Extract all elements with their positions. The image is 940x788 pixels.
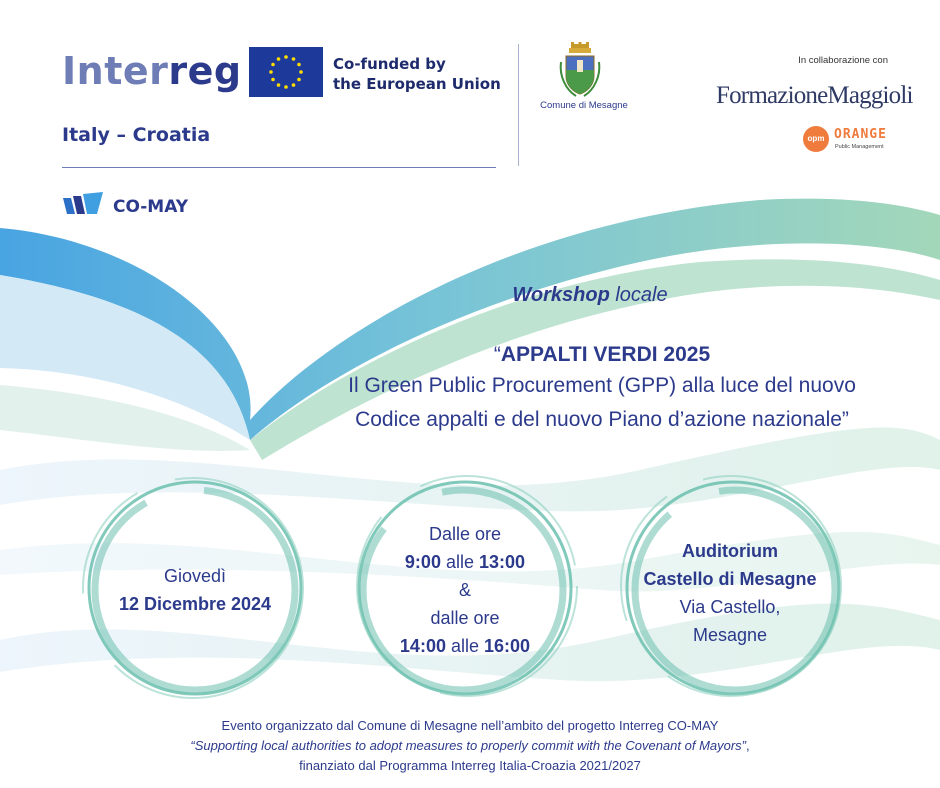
footer-project-quote: “Supporting local authorities to adopt measures to properly commit with the Covenant of Mayors”	[190, 738, 747, 753]
eu-cofunded-text	[333, 54, 501, 94]
event-weekday: Giovedì	[163, 566, 227, 586]
eu-line-1: Co-funded by	[333, 55, 446, 73]
eu-star-icon	[271, 63, 275, 67]
opm-badge: opm	[803, 126, 829, 152]
footer-line-1: Evento organizzato dal Comune di Mesagne nell’ambito del progetto Interreg CO-MAY	[221, 718, 719, 733]
eu-star-icon	[269, 70, 273, 74]
interreg-logo-part1: Inter	[62, 49, 169, 93]
eu-star-icon	[277, 83, 281, 87]
eu-star-icon	[299, 70, 303, 74]
date-block	[95, 562, 295, 618]
interreg-logo-part2: reg	[168, 49, 242, 93]
footer-line-2	[120, 738, 820, 753]
eu-star-icon	[292, 57, 296, 61]
venue-block	[620, 537, 840, 649]
event-date: 12 Dicembre 2024	[118, 594, 272, 614]
project-name: CO-MAY	[113, 197, 189, 217]
time-start-1: 9:00	[404, 552, 441, 572]
eu-star-icon	[297, 63, 301, 67]
event-subtitle-line-2: Codice appalti e del nuovo Piano d’azione nazionale”	[355, 408, 849, 431]
interreg-logo	[62, 49, 242, 93]
comay-logo-icon	[63, 192, 103, 216]
eu-star-icon	[277, 57, 281, 61]
time-line-2: dalle ore	[430, 608, 500, 628]
header-divider	[62, 167, 496, 168]
program-region: Italy – Croatia	[62, 124, 211, 146]
title-main: APPALTI VERDI 2025	[500, 343, 711, 366]
venue-name-1: Auditorium	[682, 541, 778, 561]
time-end-2: 16:00	[484, 636, 531, 656]
venue-name-2: Castello di Mesagne	[643, 569, 817, 589]
eu-line-2: the European Union	[333, 75, 501, 93]
title-quote-open: “	[493, 343, 501, 366]
time-block	[365, 520, 565, 660]
eu-star-icon	[297, 78, 301, 82]
venue-street: Via Castello,	[679, 597, 781, 617]
time-start-2: 14:00	[399, 636, 446, 656]
eu-star-icon	[284, 85, 288, 89]
time-mid-1: alle	[445, 552, 474, 572]
time-ampersand: &	[458, 580, 471, 600]
footer-line-3: finanziato dal Programma Interreg Italia-Croazia 2021/2027	[299, 758, 641, 773]
event-type-bold: Workshop	[512, 284, 610, 306]
event-type-rest: locale	[615, 284, 668, 306]
event-title	[300, 343, 904, 367]
eu-star-icon	[292, 83, 296, 87]
event-subtitle-line-1: Il Green Public Procurement (GPP) alla luce del nuovo	[348, 374, 856, 397]
eu-flag-icon	[249, 47, 323, 97]
eu-star-icon	[271, 78, 275, 82]
time-line-1: Dalle ore	[428, 524, 502, 544]
event-type	[420, 284, 760, 307]
orange-logo-subtitle: Public Management	[835, 144, 884, 150]
collaboration-label: In collaborazione con	[798, 55, 888, 66]
header-vertical-divider	[518, 44, 519, 166]
mesagne-crest-icon	[558, 42, 602, 98]
formazione-maggioli-logo: FormazioneMaggioli	[716, 82, 913, 109]
venue-city: Mesagne	[692, 625, 768, 645]
municipality-label: Comune di Mesagne	[540, 100, 628, 111]
eu-star-icon	[284, 55, 288, 59]
time-end-1: 13:00	[479, 552, 526, 572]
footer-line-2-tail: ,	[746, 738, 750, 753]
orange-logo-text: ORANGE	[834, 127, 887, 142]
time-mid-2: alle	[450, 636, 480, 656]
